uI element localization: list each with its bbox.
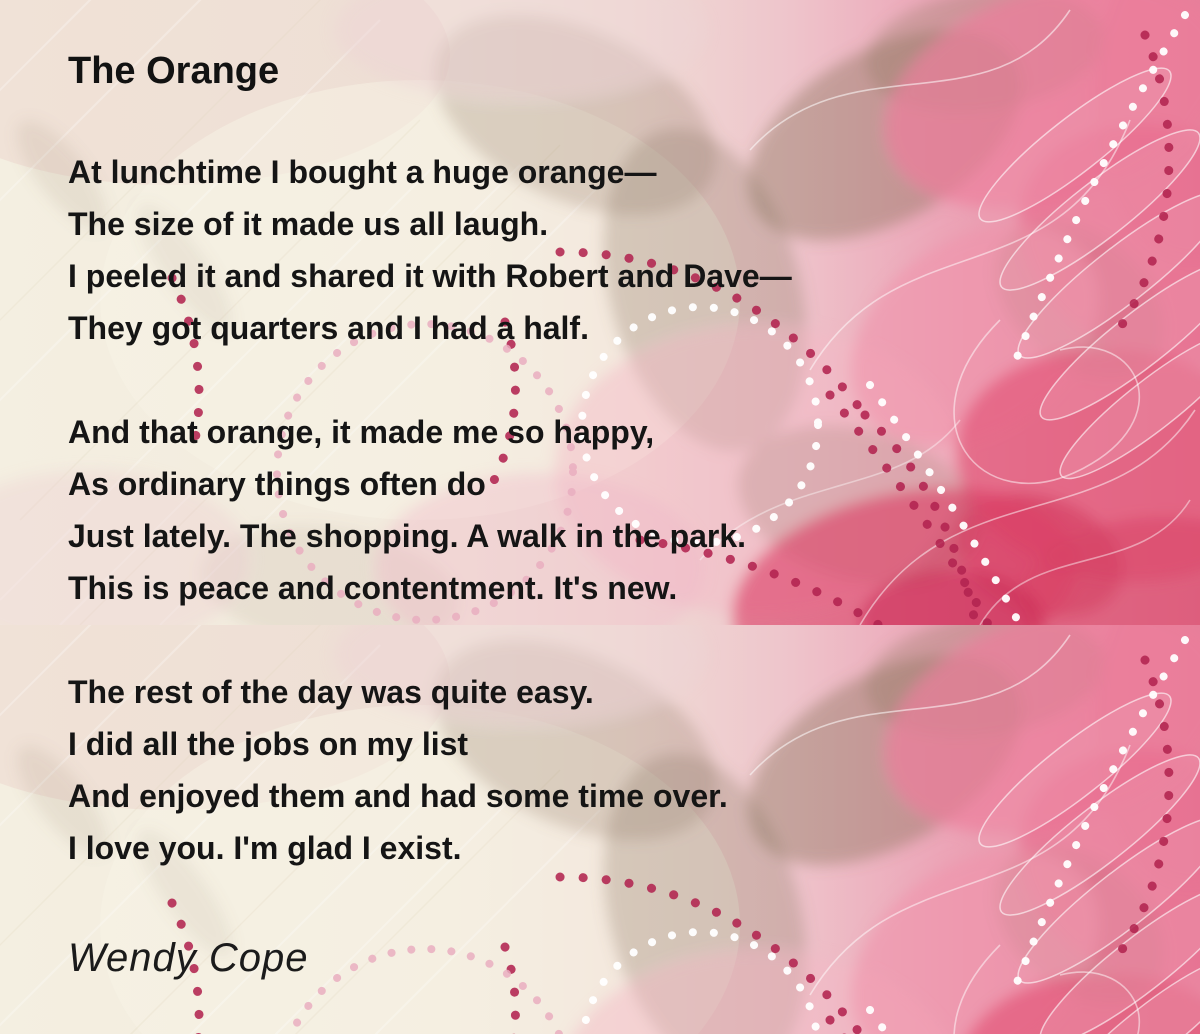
stanza-3 [68, 666, 728, 874]
poem-line: And that orange, it made me so happy, [68, 414, 655, 450]
poem-line: I did all the jobs on my list [68, 726, 469, 762]
poem-line: I love you. I'm glad I exist. [68, 830, 462, 866]
poem-line: They got quarters and I had a half. [68, 310, 589, 346]
poem-line: I peeled it and shared it with Robert and Dave— [68, 258, 792, 294]
poem-line: The rest of the day was quite easy. [68, 674, 594, 710]
stanza-1 [68, 146, 792, 354]
poem-line: And enjoyed them and had some time over. [68, 778, 728, 814]
poem-line: The size of it made us all laugh. [68, 206, 549, 242]
poem-line: This is peace and contentment. It's new. [68, 570, 678, 606]
poem-title: The Orange [68, 50, 280, 92]
poem-line: At lunchtime I bought a huge orange— [68, 154, 657, 190]
poem-line: As ordinary things often do [68, 466, 486, 502]
stanza-2 [68, 406, 746, 614]
poem-line: Just lately. The shopping. A walk in the park. [68, 518, 747, 554]
poem-author: Wendy Cope [68, 936, 309, 980]
